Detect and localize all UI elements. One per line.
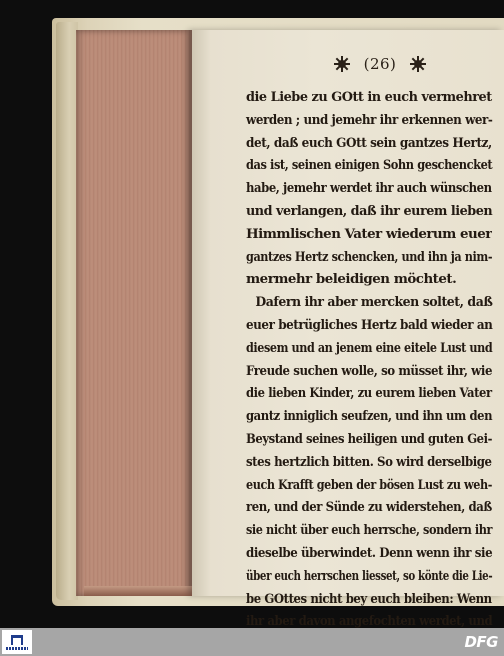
text-line: dieselbe überwindet. Denn wenn ihr sie [246, 544, 493, 561]
library-logo-lettering [6, 647, 28, 650]
text-line: ren, und der Sünde zu widerstehen, daß [246, 499, 492, 516]
text-line: über euch herrschen liesset, so könte die Lie- [246, 567, 493, 584]
page-edges [76, 30, 194, 596]
text-line: be GOttes nicht bey euch bleiben: Wenn [246, 590, 492, 607]
book-spine [56, 22, 78, 600]
text-line: und verlangen, daß ihr eurem lieben [246, 202, 493, 219]
text-line: mermehr beleidigen möchtet. [246, 271, 457, 288]
book-page [192, 30, 504, 628]
text-line: Dafern ihr aber mercken soltet, daß [255, 294, 493, 311]
text-line: sie nicht über euch herrsche, sondern ihr [246, 522, 493, 539]
text-line: gantz inniglich seufzen, und ihn um den [246, 408, 493, 425]
text-line: det, daß euch GOtt sein gantzes Hertz, [246, 134, 492, 151]
text-line: die lieben Kinder, zu eurem lieben Vater [246, 385, 492, 402]
footer-bar [0, 628, 504, 656]
page-header [320, 55, 440, 73]
text-line: diesem und an jenem eine eitele Lust und [246, 339, 493, 356]
text-line: das ist, seinen einigen Sohn geschencket [246, 157, 493, 174]
text-line: ihr aber davon angefochten werdet, und [246, 613, 493, 628]
text-line: die Liebe zu GOtt in euch vermehret [246, 89, 492, 105]
dfg-logo[interactable]: DFG [464, 633, 498, 651]
right-ornament-icon [410, 56, 426, 72]
library-seal-icon [11, 635, 23, 645]
text-line: werden ; und jemehr ihr erkennen wer- [246, 111, 493, 128]
text-line: stes hertzlich bitten. So wird derselbige [246, 453, 492, 470]
text-line: euch Krafft geben der bösen Lust zu weh- [246, 476, 492, 493]
text-line: Beystand seines heiligen und guten Gei- [246, 430, 492, 447]
page-edges-bottom [84, 586, 196, 596]
text-line: euer betrügliches Hertz bald wieder an [246, 316, 493, 333]
left-ornament-icon [334, 56, 350, 72]
page-text [246, 86, 492, 628]
text-line: Freude suchen wolle, so müsset ihr, wie [246, 362, 493, 379]
text-line: habe, jemehr werdet ihr auch wünschen [246, 180, 492, 197]
text-line: Himmlischen Vater wiederum euer [246, 225, 492, 242]
library-logo[interactable] [2, 630, 32, 654]
page-number: (26) [363, 55, 397, 73]
text-line: gantzes Hertz schencken, und ihn ja nim- [246, 248, 493, 265]
